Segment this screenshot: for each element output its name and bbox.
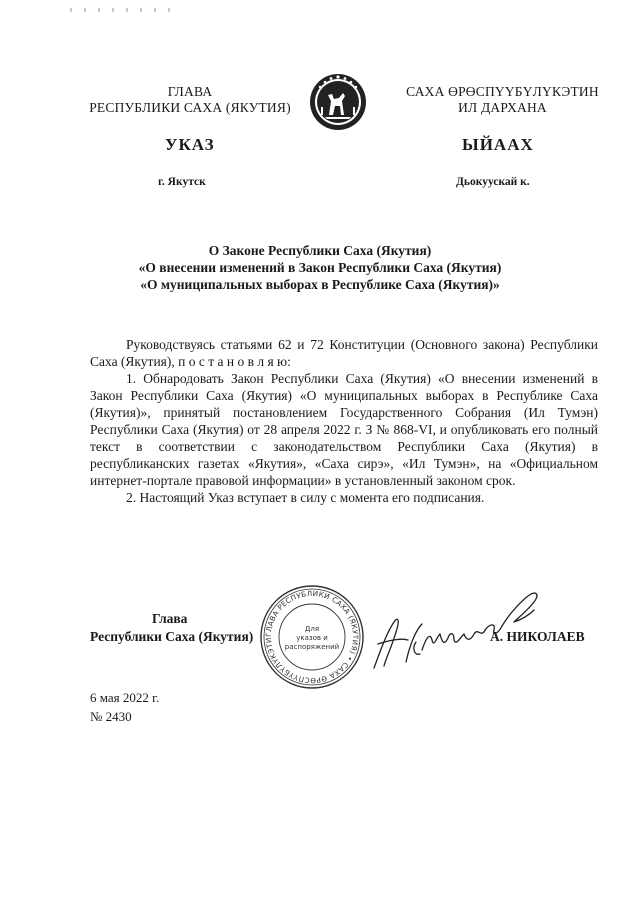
signature-name: А. НИКОЛАЕВ xyxy=(490,629,585,644)
seal-center-line1: Для xyxy=(304,625,320,633)
header-left-line2: РЕСПУБЛИКИ САХА (ЯКУТИЯ) xyxy=(89,100,291,115)
decree-number: № 2430 xyxy=(90,709,132,724)
header-right-line1: САХА ӨРӨСПҮҮБҮЛҮКЭТИН xyxy=(406,84,599,99)
decree-body xyxy=(90,336,598,506)
header-right xyxy=(385,84,620,116)
seal-center-line3: распоряжений xyxy=(284,643,340,651)
title-line2: «О внесении изменений в Закон Республики Саха (Якутия) xyxy=(138,260,502,275)
doc-type-ru: УКАЗ xyxy=(165,135,215,154)
preamble-paragraph: Руководствуясь статьями 62 и 72 Конституции (Основного закона) Республики Саха (Якутия), п о с т а н о в л я ю: xyxy=(90,337,598,369)
scan-artifact xyxy=(70,8,180,12)
place-ru: г. Якутск xyxy=(158,176,206,188)
signature-position-line1: Глава xyxy=(152,611,188,626)
place-sakha: Дьокуускай к. xyxy=(456,176,530,188)
seal-center-line2: указов и xyxy=(296,634,328,642)
seal-ring-text: ГЛАВА РЕСПУБЛИКИ САХА (ЯКУТИЯ) • САХА ӨРӨСПҮҮБҮЛҮКЭТИ xyxy=(263,588,361,686)
item-1-paragraph: 1. Обнародовать Закон Республики Саха (Якутия) «О внесении изменений в Закон Республики Саха (Якутия) «О муниципальных выборах в Республике Саха (Якутия)», принятый постановлением Государственного Собрания (Ил Тумэн) Республики Саха (Якутия) от 28 апреля 2022 г. З № 868-VI, и опубликовать его полный текст в соответствии с законодательством Республики Саха (Якутия) в республиканских газетах «Якутия», «Саха сирэ», «Ил Тумэн», на «Официальном интернет-портале правовой информации» в установленный законом срок. xyxy=(90,371,598,488)
header-right-line2: ИЛ ДАРХАНА xyxy=(458,100,547,115)
header-left xyxy=(75,84,305,116)
doc-type-sakha: ЫЙААХ xyxy=(462,135,534,154)
title-line3: «О муниципальных выборах в Республике Саха (Якутия)» xyxy=(140,277,500,292)
title-line1: О Законе Республики Саха (Якутия) xyxy=(208,243,432,258)
handwritten-signature xyxy=(368,582,553,674)
decree-date: 6 мая 2022 г. xyxy=(90,690,160,705)
header-left-line1: ГЛАВА xyxy=(167,84,213,99)
decree-title xyxy=(60,242,580,293)
signature-position-line2: Республики Саха (Якутия) xyxy=(90,629,254,644)
item-2-paragraph: 2. Настоящий Указ вступает в силу с момента его подписания. xyxy=(126,490,485,505)
coat-of-arms-emblem xyxy=(309,71,367,133)
official-seal-stamp xyxy=(258,583,366,691)
